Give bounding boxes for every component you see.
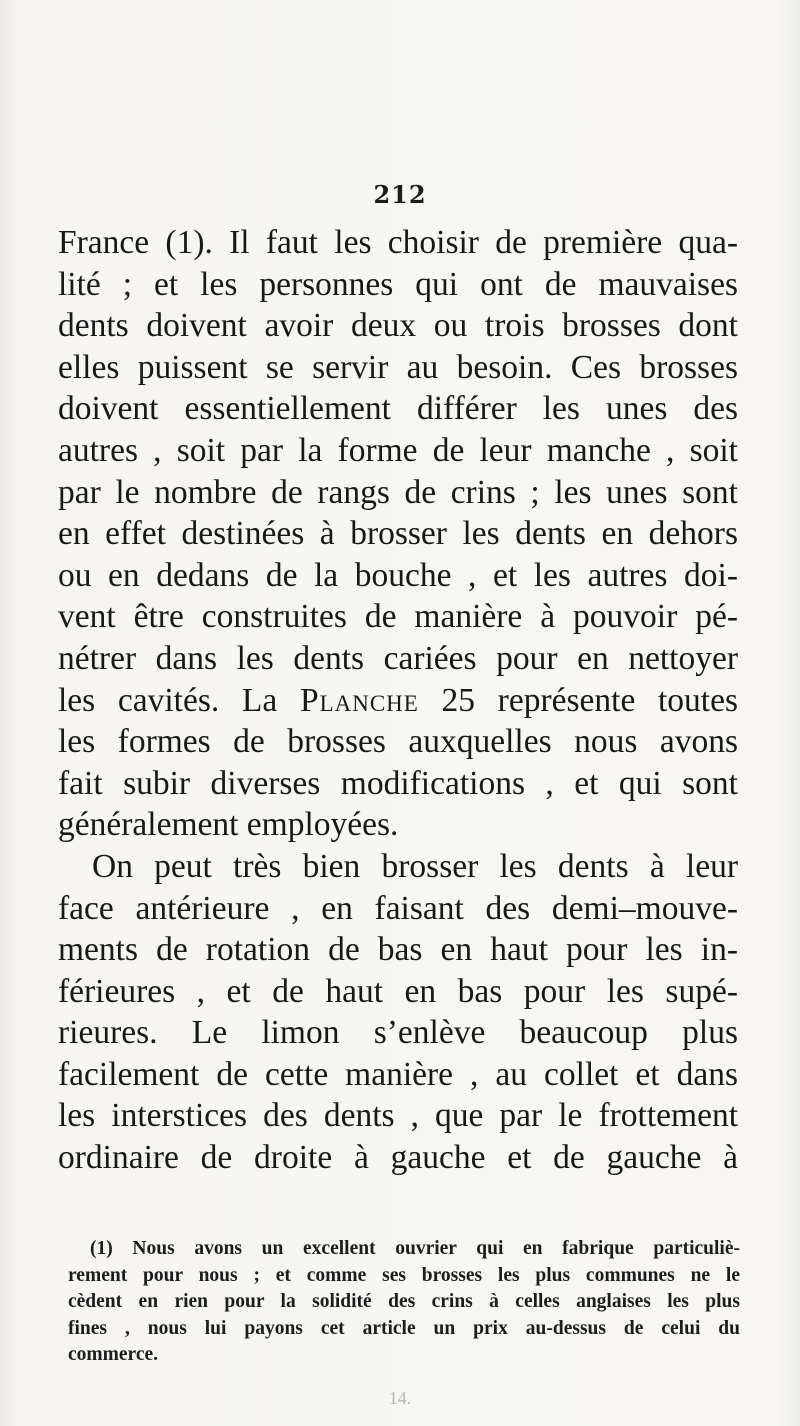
text-line: ou en dedans de la bouche , et les autres doi- [58, 556, 738, 594]
footnote-line: fines , nous lui payons cet article un prix au-dessus de celui du [68, 1317, 740, 1339]
text-line: ordinaire de droite à gauche et de gauche à [58, 1139, 738, 1177]
footnote-line: commerce. [68, 1344, 159, 1365]
planche-reference: Planche [299, 681, 419, 719]
text-line: facilement de cette manière , au collet et dans [58, 1055, 738, 1093]
body-text [58, 222, 738, 1179]
text-line: fait subir diverses modifications , et qui sont [58, 764, 738, 802]
footnote-line: (1) Nous avons un excellent ouvrier qui en fabrique particuliè- [90, 1238, 740, 1259]
text-line: face antérieure , en faisant des demi–mouve- [58, 889, 738, 927]
text-line: les interstices des dents , que par le frottement [58, 1097, 738, 1135]
text-segment: 25 représente toutes [418, 681, 738, 719]
text-line: elles puissent se servir au besoin. Ces brosses [58, 348, 738, 386]
text-line: ments de rotation de bas en haut pour les in- [58, 931, 738, 969]
page-number: 212 [373, 180, 427, 209]
text-line: les formes de brosses auxquelles nous avons [58, 723, 738, 761]
text-line: dents doivent avoir deux ou trois brosses dont [58, 307, 738, 345]
text-line: doivent essentiellement différer les unes des [58, 390, 738, 428]
text-line: par le nombre de rangs de crins ; les unes sont [58, 473, 738, 511]
text-line-planche [58, 680, 738, 722]
text-line: vent être construites de manière à pouvoir pé- [58, 598, 738, 636]
text-line: en effet destinées à brosser les dents en dehors [58, 515, 738, 553]
text-line: France (1). Il faut les choisir de première qua- [58, 224, 738, 261]
text-segment: les cavités. La [58, 681, 300, 719]
text-line: nétrer dans les dents cariées pour en nettoyer [58, 639, 738, 677]
footnote [68, 1236, 740, 1369]
footnote-line: rement pour nous ; et comme ses brosses les plus communes ne le [68, 1264, 740, 1286]
text-line: lité ; et les personnes qui ont de mauvaises [58, 265, 738, 303]
footnote-line: cèdent en rien pour la solidité des crins à celles anglaises les plus [68, 1291, 740, 1312]
text-line: férieures , et de haut en bas pour les supé- [58, 972, 738, 1010]
paragraph-start-line: On peut très bien brosser les dents à leur [92, 847, 738, 885]
text-line: autres , soit par la forme de leur manche , soit [58, 431, 738, 469]
text-line: rieures. Le limon s’enlève beaucoup plus [58, 1014, 738, 1052]
text-line: généralement employées. [58, 806, 399, 844]
signature-mark: 14. [388, 1388, 412, 1408]
